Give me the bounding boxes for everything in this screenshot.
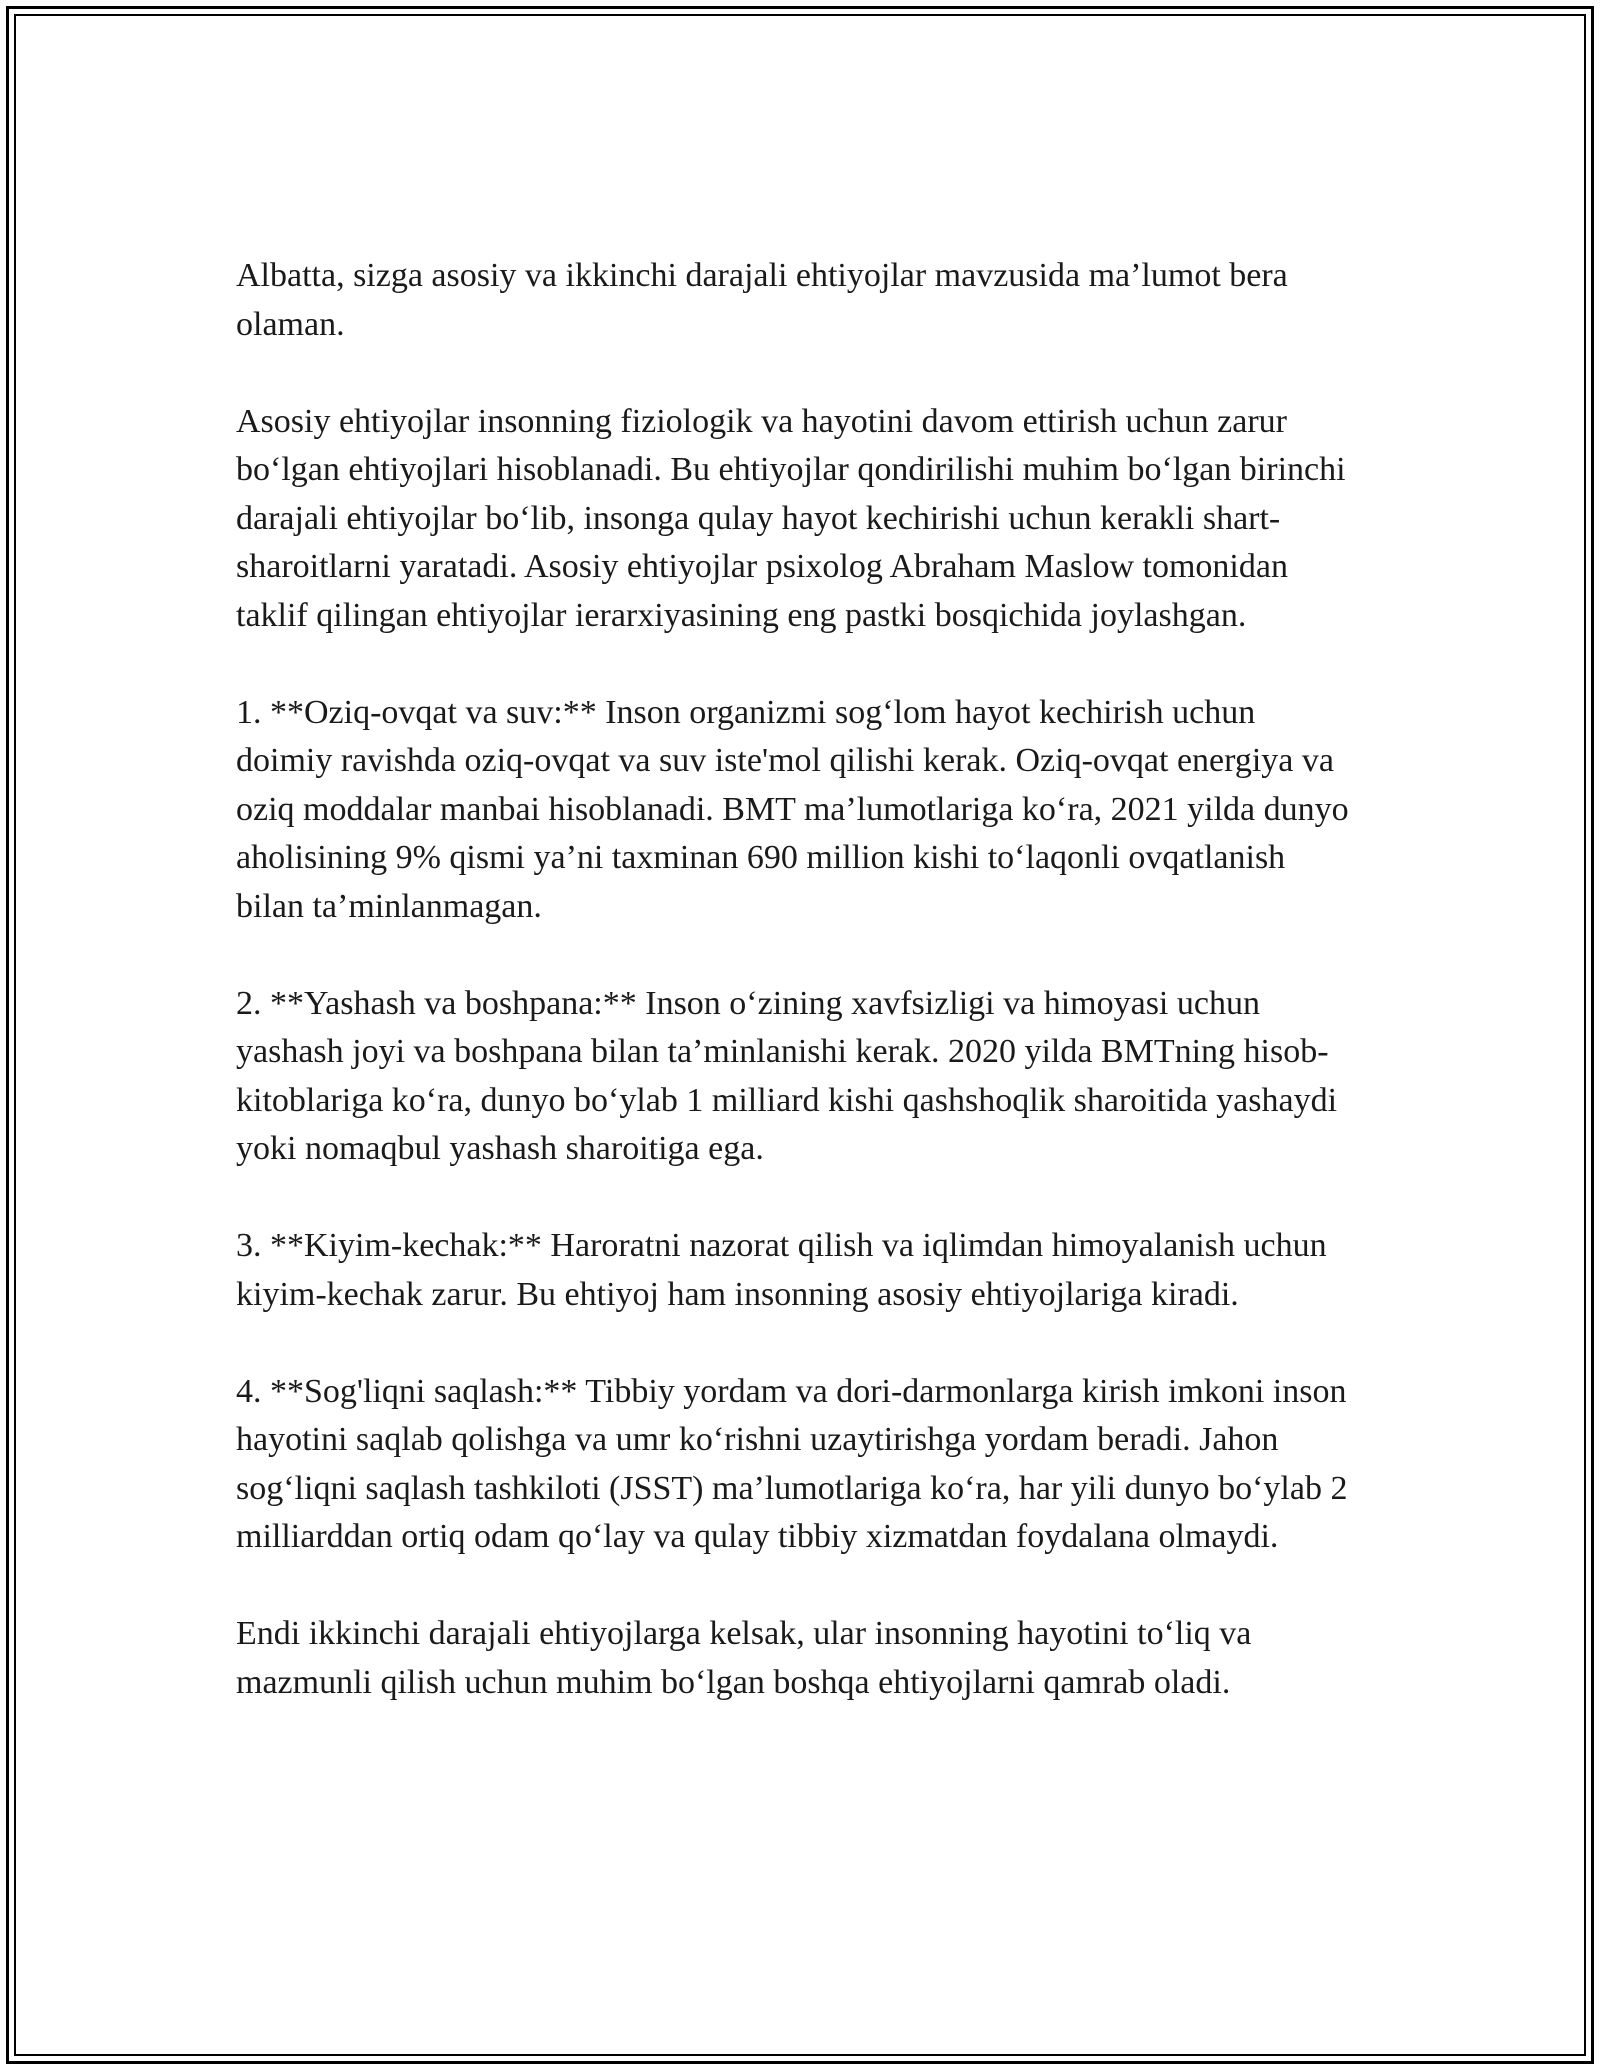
paragraph-intro: Albatta, sizga asosiy va ikkinchi darajali ehtiyojlar mavzusida ma’lumot bera olaman. [236,257,1288,343]
paragraph-healthcare: 4. **Sog'liqni saqlash:** Tibbiy yordam va dori-darmonlarga kirish imkoni inson hayotini saqlab qolishga va umr ko‘rishni uzaytirishga yordam beradi. Jahon sog‘liqni saqlash tashkiloti (JSST) ma’lumotlariga ko‘ra, har yili dunyo bo‘ylab 2 milliarddan ortiq odam qo‘lay va qulay tibbiy xizmatdan foydalana olmaydi. [236,1372,1348,1555]
paragraph-clothing: 3. **Kiyim-kechak:** Haroratni nazorat qilish va iqlimdan himoyalanish uchun kiyim-kechak zarur. Bu ehtiyoj ham insonning asosiy ehtiyojlariga kiradi. [236,1227,1327,1313]
paragraph-secondary-needs: Endi ikkinchi darajali ehtiyojlarga kelsak, ular insonning hayotini to‘liq va mazmunli qilish uchun muhim bo‘lgan boshqa ehtiyojlarni qamrab oladi. [236,1615,1252,1701]
paragraph-food-water: 1. **Oziq-ovqat va suv:** Inson organizmi sog‘lom hayot kechirish uchun doimiy ravishda oziq-ovqat va suv iste'mol qilishi kerak. Oziq-ovqat energiya va oziq moddalar manbai hisoblanadi. BMT ma’lumotlariga ko‘ra, 2021 yilda dunyo aholisining 9% qismi ya’ni taxminan 690 million kishi to‘laqonli ovqatlanish bilan ta’minlanmagan. [236,693,1349,925]
paragraph-shelter: 2. **Yashash va boshpana:** Inson o‘zining xavfsizligi va himoyasi uchun yashash joyi va boshpana bilan ta’minlanishi kerak. 2020 yilda BMTning hisob-kitoblariga ko‘ra, dunyo bo‘ylab 1 milliard kishi qashshoqlik sharoitida yashaydi yoki nomaqbul yashash sharoitiga ega. [236,984,1338,1167]
document-body [236,252,1356,1756]
paragraph-basic-needs: Asosiy ehtiyojlar insonning fiziologik va hayotini davom ettirish uchun zarur bo‘lgan ehtiyojlari hisoblanadi. Bu ehtiyojlar qondirilishi muhim bo‘lgan birinchi darajali ehtiyojlar bo‘lib, insonga qulay hayot kechirishi uchun kerakli shart-sharoitlarni yaratadi. Asosiy ehtiyojlar psixolog Abraham Maslow tomonidan taklif qilingan ehtiyojlar ierarxiyasining eng pastki bosqichida joylashgan. [236,402,1346,634]
